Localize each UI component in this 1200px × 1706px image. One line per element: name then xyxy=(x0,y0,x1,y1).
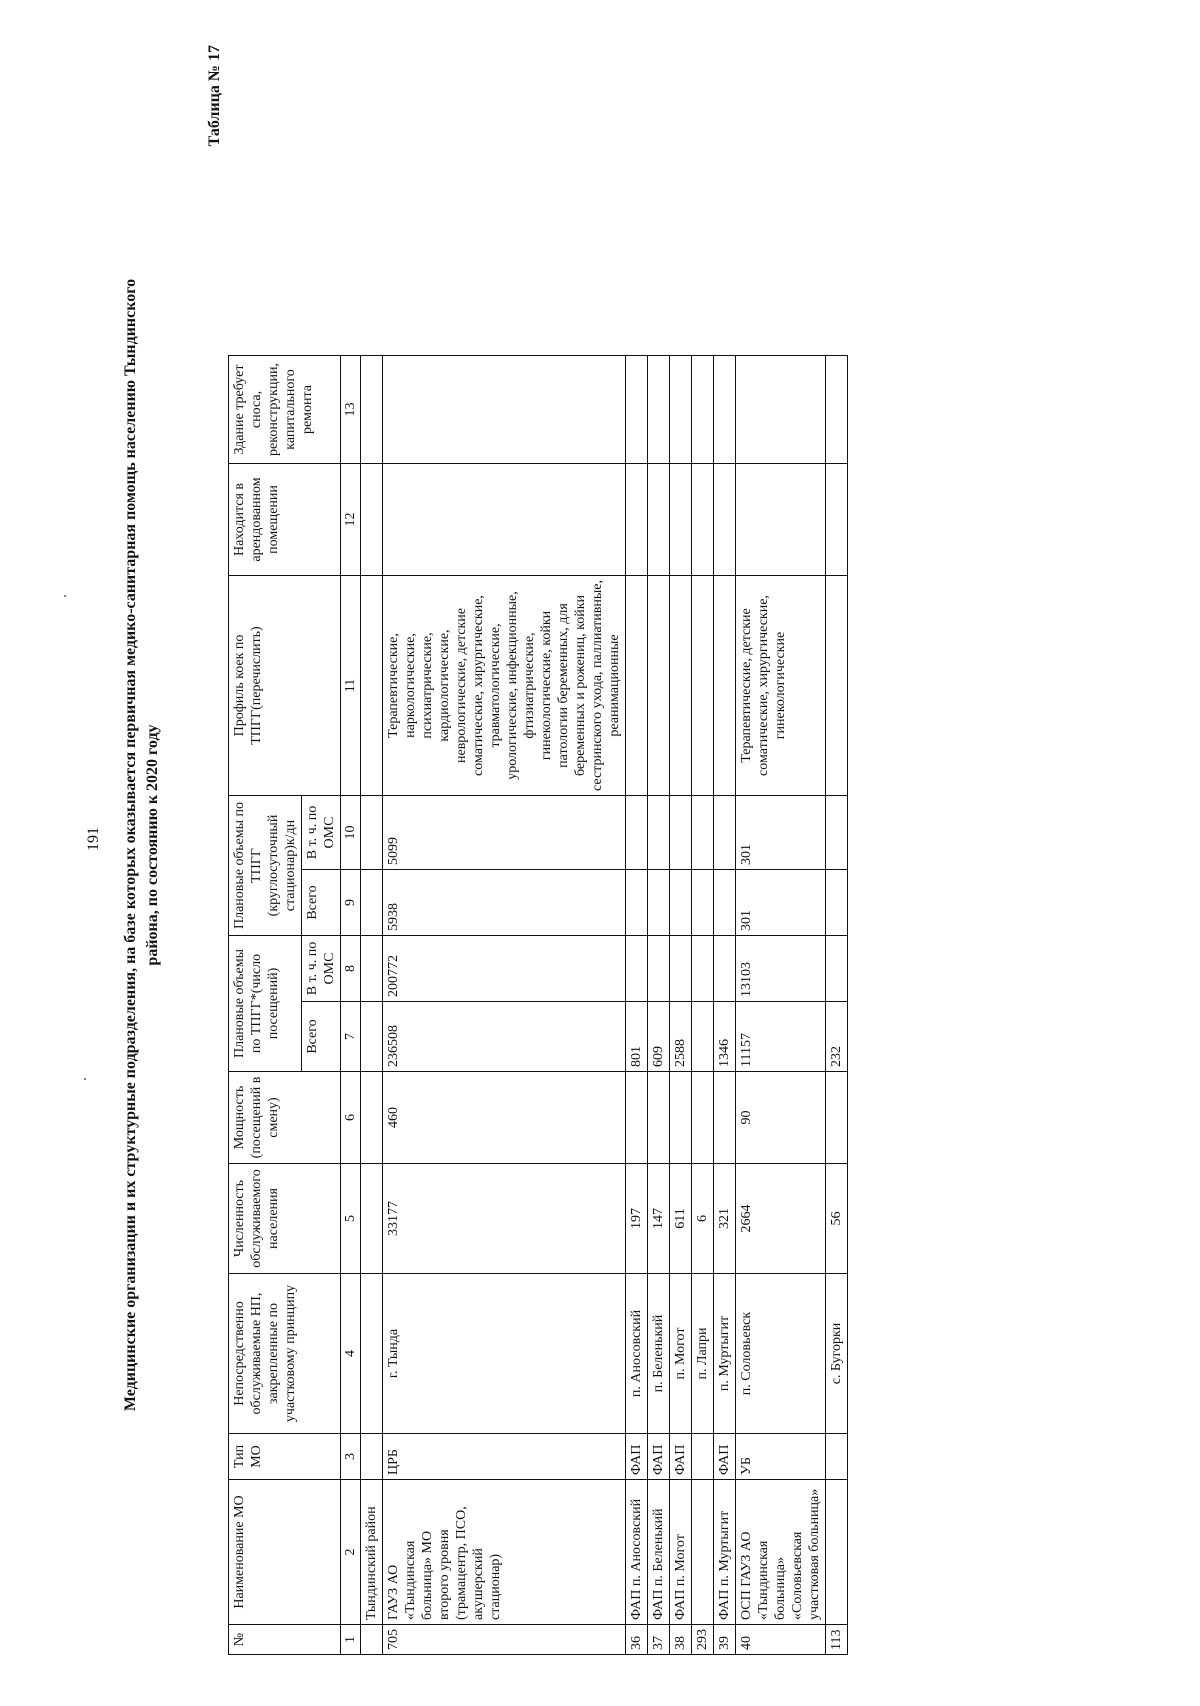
cell-num: 40 xyxy=(736,1625,826,1655)
header-type: Тип МО xyxy=(229,1434,341,1480)
header-rebuild: Здание требует сноса, реконструкции, капитального ремонта xyxy=(229,356,341,464)
cell-capacity xyxy=(648,1072,670,1164)
table-row xyxy=(692,356,714,1655)
cell-name xyxy=(826,1480,848,1625)
cell-capacity: 90 xyxy=(736,1072,826,1164)
cell-rebuild xyxy=(670,356,692,464)
cell-beds-oms xyxy=(670,796,692,870)
cell-visits-total: 232 xyxy=(826,1002,848,1072)
column-number: 7 xyxy=(341,1002,361,1072)
cell-visits-oms: 13103 xyxy=(736,936,826,1002)
cell-population: 33177 xyxy=(383,1164,626,1274)
cell-capacity xyxy=(826,1072,848,1164)
cell-name: ФАП п. Аносовский xyxy=(626,1480,648,1625)
cell-num: 37 xyxy=(648,1625,670,1655)
cell-num: 113 xyxy=(826,1625,848,1655)
cell-beds-oms xyxy=(826,796,848,870)
cell-visits-oms xyxy=(826,936,848,1002)
data-table xyxy=(228,355,848,1655)
rotated-page xyxy=(120,35,1200,1655)
scan-speck xyxy=(64,595,66,597)
cell-rented xyxy=(626,464,648,576)
cell-beds-total xyxy=(692,870,714,936)
cell-np: п. Беленький xyxy=(648,1274,670,1434)
header-name: Наименование МО xyxy=(229,1480,341,1625)
cell-beds-total xyxy=(670,870,692,936)
cell-population: 197 xyxy=(626,1164,648,1274)
cell-visits-total xyxy=(692,1002,714,1072)
cell-type: ЦРБ xyxy=(383,1434,626,1480)
cell-profile xyxy=(714,576,736,796)
cell-rebuild xyxy=(826,356,848,464)
cell-visits-oms xyxy=(670,936,692,1002)
cell-profile: Терапевтические, детские соматические, хирургические, гинекологические xyxy=(736,576,826,796)
header-rented: Находится в арендованном помещении xyxy=(229,464,341,576)
cell-beds-total: 5938 xyxy=(383,870,626,936)
title-line-1: Медицинские организации и их структурные подразделения, на базе которых оказывается первичная медико-санитарная помощь населению Тындинского xyxy=(122,278,139,1412)
header-visits: Плановые объемы по ТПГГ*(число посещений) xyxy=(229,936,302,1072)
cell-profile xyxy=(826,576,848,796)
column-number: 6 xyxy=(341,1072,361,1164)
header-beds-total: Всего xyxy=(302,870,341,936)
cell-beds-oms xyxy=(714,796,736,870)
cell-np: п. Муртыгит xyxy=(714,1274,736,1434)
cell-type xyxy=(826,1434,848,1480)
cell-capacity xyxy=(692,1072,714,1164)
header-num: № xyxy=(229,1625,341,1655)
cell-visits-total: 609 xyxy=(648,1002,670,1072)
cell-visits-total: 11157 xyxy=(736,1002,826,1072)
cell-beds-total xyxy=(714,870,736,936)
cell-num: 36 xyxy=(626,1625,648,1655)
cell-visits-total: 1346 xyxy=(714,1002,736,1072)
cell-type: УБ xyxy=(736,1434,826,1480)
cell-rebuild xyxy=(626,356,648,464)
cell-rebuild xyxy=(736,356,826,464)
header-capacity: Мощность (посещений в смену) xyxy=(229,1072,341,1164)
cell-rebuild xyxy=(383,356,626,464)
cell-population: 147 xyxy=(648,1164,670,1274)
cell-profile: Терапевтические, наркологические, психиатрические, кардиологические, неврологические, детские соматические, хирургические, травматологические, урологические, инфекционные, фтизиатрические, гинекологические, койки патологии беременных, для беременных и рожениц, койки сестринского ухода, паллиативные, реанимационные xyxy=(383,576,626,796)
cell-population: 321 xyxy=(714,1164,736,1274)
cell-name: ОСП ГАУЗ АО «Тындинская больница» «Соловьевская участковая больница» xyxy=(736,1480,826,1625)
district-label: Тындинский район xyxy=(361,1480,383,1625)
cell-beds-oms xyxy=(626,796,648,870)
cell-type: ФАП xyxy=(670,1434,692,1480)
column-number: 11 xyxy=(341,576,361,796)
cell-beds-oms xyxy=(692,796,714,870)
header-visits-oms: В т. ч. по ОМС xyxy=(302,936,341,1002)
cell-visits-total: 236508 xyxy=(383,1002,626,1072)
column-number: 13 xyxy=(341,356,361,464)
column-number: 9 xyxy=(341,870,361,936)
cell-np: г. Тында xyxy=(383,1274,626,1434)
cell-type xyxy=(692,1434,714,1480)
column-number: 1 xyxy=(341,1625,361,1655)
cell-rented xyxy=(648,464,670,576)
header-population: Численность обслуживаемого населения xyxy=(229,1164,341,1274)
header-profile: Профиль коек по ТПГГ(перечислить) xyxy=(229,576,341,796)
header-np: Непосредственно обслуживаемые НП, закрепленные по участковому принципу xyxy=(229,1274,341,1434)
table-row xyxy=(626,356,648,1655)
cell-name: ФАП п. Беленький xyxy=(648,1480,670,1625)
table-label: Таблица № 17 xyxy=(206,45,223,147)
document-title xyxy=(120,35,164,1655)
cell-type: ФАП xyxy=(648,1434,670,1480)
table-row xyxy=(383,356,626,1655)
cell-rented xyxy=(383,464,626,576)
cell-name: ГАУЗ АО «Тындинская больница» МО второго уровня (трамацентр, ПСО, акушерский стационар) xyxy=(383,1480,626,1625)
cell-name: ФАП п. Могот xyxy=(670,1480,692,1625)
column-number-row xyxy=(341,356,361,1655)
cell-visits-total: 2588 xyxy=(670,1002,692,1072)
cell-rebuild xyxy=(714,356,736,464)
cell-np: п. Аносовский xyxy=(626,1274,648,1434)
cell-np: с. Бугорки xyxy=(826,1274,848,1434)
cell-rented xyxy=(692,464,714,576)
column-number: 5 xyxy=(341,1164,361,1274)
table-row xyxy=(714,356,736,1655)
column-number: 8 xyxy=(341,936,361,1002)
cell-capacity: 460 xyxy=(383,1072,626,1164)
cell-num: 38 xyxy=(670,1625,692,1655)
cell-profile xyxy=(670,576,692,796)
scan-speck xyxy=(84,1078,86,1080)
cell-name: ФАП п. Муртыгит xyxy=(714,1480,736,1625)
column-number: 4 xyxy=(341,1274,361,1434)
cell-name xyxy=(692,1480,714,1625)
cell-population: 6 xyxy=(692,1164,714,1274)
cell-beds-total: 301 xyxy=(736,870,826,936)
cell-visits-oms xyxy=(648,936,670,1002)
cell-visits-oms xyxy=(626,936,648,1002)
cell-beds-oms: 5099 xyxy=(383,796,626,870)
page-number: 191 xyxy=(85,827,102,851)
cell-profile xyxy=(626,576,648,796)
district-row xyxy=(361,356,383,1655)
cell-visits-oms xyxy=(714,936,736,1002)
cell-population: 56 xyxy=(826,1164,848,1274)
table-row xyxy=(826,356,848,1655)
cell-beds-total xyxy=(826,870,848,936)
cell-capacity xyxy=(670,1072,692,1164)
cell-type: ФАП xyxy=(626,1434,648,1480)
header-beds-oms: В т. ч. по ОМС xyxy=(302,796,341,870)
cell-num: 705 xyxy=(383,1625,626,1655)
column-number: 12 xyxy=(341,464,361,576)
column-number: 3 xyxy=(341,1434,361,1480)
cell-np: п. Могот xyxy=(670,1274,692,1434)
table-row xyxy=(670,356,692,1655)
cell-rebuild xyxy=(692,356,714,464)
cell-capacity xyxy=(714,1072,736,1164)
cell-capacity xyxy=(626,1072,648,1164)
cell-rented xyxy=(714,464,736,576)
table-row xyxy=(736,356,826,1655)
cell-rebuild xyxy=(648,356,670,464)
header-visits-total: Всего xyxy=(302,1002,341,1072)
cell-num: 293 xyxy=(692,1625,714,1655)
cell-rented xyxy=(670,464,692,576)
cell-np: п. Соловьевск xyxy=(736,1274,826,1434)
cell-rented xyxy=(826,464,848,576)
cell-population: 611 xyxy=(670,1164,692,1274)
title-line-2: района, по состоянию к 2020 году xyxy=(144,724,161,966)
cell-population: 2664 xyxy=(736,1164,826,1274)
cell-type: ФАП xyxy=(714,1434,736,1480)
cell-np: п. Лапри xyxy=(692,1274,714,1434)
cell-visits-total: 801 xyxy=(626,1002,648,1072)
column-number: 10 xyxy=(341,796,361,870)
column-number: 2 xyxy=(341,1480,361,1625)
cell-profile xyxy=(648,576,670,796)
cell-rented xyxy=(736,464,826,576)
cell-beds-total xyxy=(626,870,648,936)
cell-visits-oms: 200772 xyxy=(383,936,626,1002)
cell-visits-oms xyxy=(692,936,714,1002)
cell-beds-total xyxy=(648,870,670,936)
cell-profile xyxy=(692,576,714,796)
cell-num: 39 xyxy=(714,1625,736,1655)
header-beds: Плановые объемы по ТПГГ (круглосуточный стационар)к/дн xyxy=(229,796,302,936)
cell-beds-oms xyxy=(648,796,670,870)
table-row xyxy=(648,356,670,1655)
cell-beds-oms: 301 xyxy=(736,796,826,870)
